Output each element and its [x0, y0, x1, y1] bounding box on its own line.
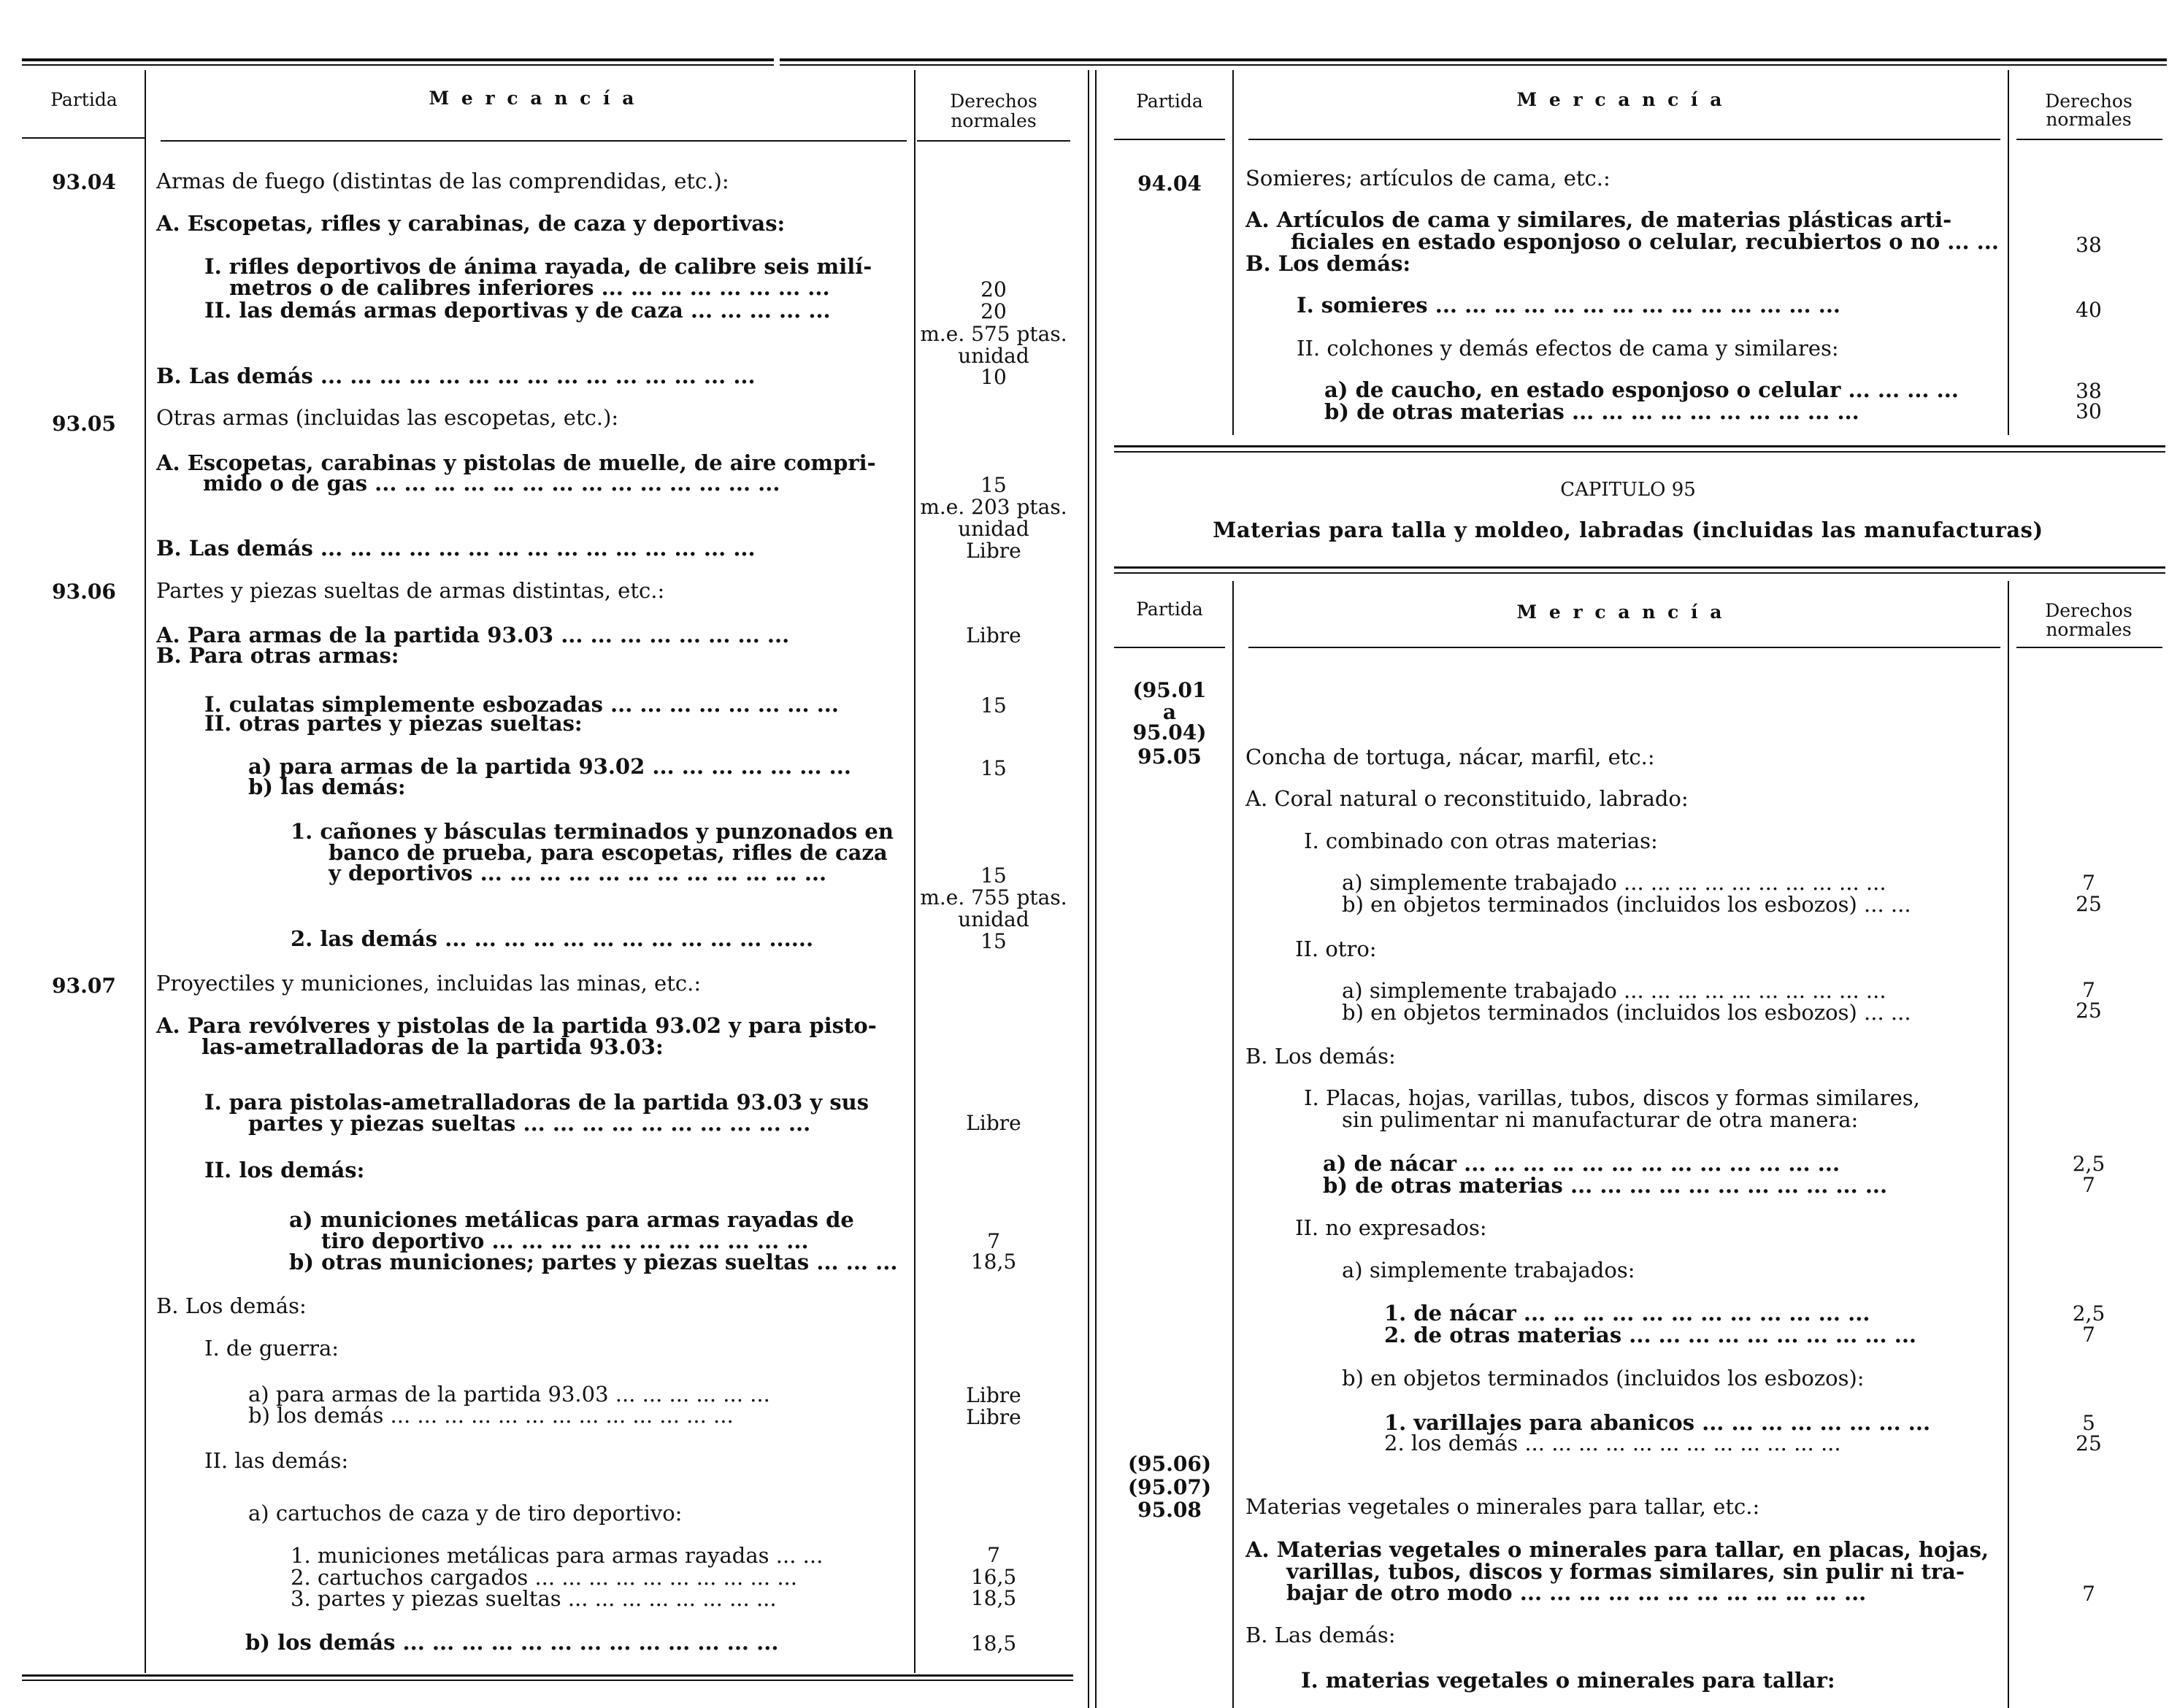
item-line: B. Las demás ... ... ... ... ... ... ... ... ... ... ... ... ... ... ...	[156, 363, 756, 388]
item-line: B. Los demás:	[1245, 1044, 1396, 1069]
item-line: I. combinado con otras materias:	[1304, 828, 1658, 853]
item-line: I. materias vegetales o minerales para tallar:	[1301, 1668, 1835, 1693]
item-line: b) los demás ... ... ... ... ... ... ... ... ... ... ... ... ...	[248, 1403, 734, 1428]
right-bottom-col-divider-1	[1232, 581, 1234, 1708]
duty-value: 15	[980, 929, 1007, 953]
item-line: a) simplemente trabajado ... ... ... ... ... ... ... ... ... ...	[1342, 978, 1886, 1003]
partida-code: 93.05	[52, 412, 116, 436]
item-line: II. las demás armas deportivas y de caza ... ... ... ... ...	[204, 298, 831, 323]
duty-value: 25	[2076, 892, 2102, 916]
duty-value: Libre	[966, 1383, 1021, 1407]
item-line: 2. las demás ... ... ... ... ... ... ... ... ... ... ... ......	[291, 926, 814, 951]
item-line: B. Las demás ... ... ... ... ... ... ... ... ... ... ... ... ... ... ...	[156, 536, 756, 561]
rule	[1248, 647, 2000, 648]
partida-code: 93.04	[52, 170, 116, 194]
partida-code: 93.07	[52, 974, 116, 998]
header-mercancia-left: M e r c a n c í a	[429, 88, 637, 109]
duty-value: 7	[2082, 1582, 2095, 1606]
right-top-col-divider-1	[1232, 70, 1234, 435]
header-derechos-right-top: Derechos	[2045, 91, 2132, 112]
item-line: b) de otras materias ... ... ... ... ... ... ... ... ... ...	[1324, 399, 1859, 424]
partida-code: 93.06	[52, 580, 116, 604]
item-line: banco de prueba, para escopetas, rifles de caza	[329, 840, 888, 865]
item-line: II. no expresados:	[1295, 1215, 1487, 1240]
duty-value: 15	[980, 756, 1007, 780]
item-line: A. Para revólveres y pistolas de la partida 93.02 y para pisto-	[156, 1013, 877, 1038]
item-line: metros o de calibres inferiores ... ... ... ... ... ... ... ...	[229, 275, 830, 300]
item-line: b) otras municiones; partes y piezas sueltas ... ... ...	[289, 1250, 898, 1274]
item-line: bajar de otro modo ... ... ... ... ... ... ... ... ... ... ... ...	[1286, 1580, 1867, 1605]
duty-value: 15	[980, 693, 1007, 718]
left-header-rule	[22, 137, 145, 139]
heading-line: Proyectiles y municiones, incluidas las minas, etc.:	[156, 971, 702, 996]
left-col-divider-1	[145, 70, 146, 1673]
header-partida-right-bottom: Partida	[1136, 599, 1203, 620]
partida-code: 95.04)	[1132, 720, 1207, 745]
header-derechos-right-bottom: Derechos	[2045, 600, 2132, 621]
rule	[1114, 572, 2165, 574]
item-line: mido o de gas ... ... ... ... ... ... ... ... ... ... ... ... ... ...	[203, 471, 780, 496]
rule	[2008, 70, 2009, 435]
duty-value: 7	[2082, 978, 2095, 1002]
item-line: 1. varillajes para abanicos ... ... ... ... ... ... ... ...	[1384, 1410, 1931, 1435]
item-line: 2. de otras materias ... ... ... ... ... ... ... ... ... ...	[1384, 1323, 1917, 1347]
heading-line: Concha de tortuga, nácar, marfil, etc.:	[1245, 745, 1655, 769]
duty-value: 7	[987, 1543, 1000, 1567]
item-line: a) de caucho, en estado esponjoso o celular ... ... ... ...	[1324, 377, 1959, 402]
item-line: varillas, tubos, discos y formas similares, sin pulir ni tra-	[1286, 1559, 1965, 1584]
partida-code: (95.01	[1132, 678, 1207, 702]
item-line: 1. cañones y básculas terminados y punzonados en	[291, 819, 894, 844]
rule	[1095, 70, 1097, 1708]
rule	[1248, 139, 2000, 140]
item-line: b) de otras materias ... ... ... ... ... ... ... ... ... ... ...	[1323, 1173, 1888, 1198]
duty-value: 5	[2082, 1411, 2095, 1435]
duty-value: 7	[2082, 871, 2095, 895]
item-line: 2. cartuchos cargados ... ... ... ... ... ... ... ... ... ...	[291, 1565, 797, 1590]
duty-value: Libre	[966, 623, 1021, 647]
item-line: II. las demás:	[204, 1448, 349, 1473]
item-line: I. para pistolas-ametralladoras de la partida 93.03 y sus	[204, 1090, 869, 1115]
chapter-title: Materias para talla y moldeo, labradas (incluidas las manufacturas)	[1213, 518, 2043, 542]
partida-code: a	[1162, 700, 1177, 724]
rule	[780, 64, 2167, 66]
header-normales-left: normales	[951, 110, 1037, 131]
heading-line: Somieres; artículos de cama, etc.:	[1245, 166, 1611, 191]
header-mercancia-right-top: M e r c a n c í a	[1516, 89, 1725, 110]
item-line: I. somieres ... ... ... ... ... ... ... ... ... ... ... ... ... ...	[1297, 293, 1841, 318]
item-line: b) los demás ... ... ... ... ... ... ... ... ... ... ... ... ...	[245, 1630, 779, 1655]
duty-value: 2,5	[2072, 1152, 2105, 1176]
item-line: a) simplemente trabajado ... ... ... ... ... ... ... ... ... ...	[1342, 870, 1886, 895]
item-line: I. rifles deportivos de ánima rayada, de calibre seis milí-	[204, 254, 872, 279]
item-line: b) en objetos terminados (incluidos los esbozos) ... ...	[1342, 1000, 1911, 1025]
duty-value: 18,5	[970, 1631, 1017, 1655]
item-line: a) de nácar ... ... ... ... ... ... ... ... ... ... ... ... ...	[1323, 1151, 1840, 1176]
duty-value: 20	[980, 277, 1007, 301]
right-bottom-top-rule	[1114, 566, 2165, 569]
rule	[1114, 451, 2165, 453]
item-line: A. Escopetas, carabinas y pistolas de muelle, de aire compri-	[156, 450, 876, 475]
duty-value: 7	[2082, 1323, 2095, 1347]
rule	[1114, 647, 1225, 648]
item-line: II. otro:	[1295, 936, 1377, 961]
item-line: b) en objetos terminados (incluidos los esbozos) ... ...	[1342, 892, 1911, 917]
duty-value: Libre	[966, 1111, 1021, 1135]
item-line: b) en objetos terminados (incluidos los esbozos):	[1342, 1366, 1865, 1390]
duty-value: m.e. 203 ptas.	[920, 495, 1067, 519]
duty-value: m.e. 575 ptas.	[920, 322, 1067, 346]
item-line: 2. los demás ... ... ... ... ... ... ... ... ... ... ... ...	[1384, 1431, 1841, 1455]
duty-value: 25	[2076, 999, 2102, 1023]
left-bottom-rule	[22, 1674, 1073, 1677]
duty-value: 25	[2076, 1431, 2102, 1455]
item-line: I. de guerra:	[204, 1336, 339, 1361]
duty-value: 10	[980, 365, 1007, 389]
header-derechos-left: Derechos	[950, 91, 1037, 112]
rule	[2016, 139, 2162, 140]
item-line: y deportivos ... ... ... ... ... ... ... ... ... ... ... ...	[329, 861, 827, 885]
heading-line: Otras armas (incluidas las escopetas, etc.):	[156, 405, 619, 430]
duty-value: 20	[980, 299, 1007, 323]
item-line: 3. partes y piezas sueltas ... ... ... ... ... ... ... ...	[291, 1586, 777, 1611]
item-line: 1. de nácar ... ... ... ... ... ... ... ... ... ... ... ...	[1384, 1301, 1870, 1326]
header-partida-right-top: Partida	[1136, 91, 1203, 112]
heading-line: Partes y piezas sueltas de armas distintas, etc.:	[156, 578, 665, 603]
partida-code: (95.06)	[1127, 1452, 1212, 1476]
item-line: B. Los demás:	[1245, 251, 1411, 276]
duty-value: unidad	[958, 517, 1029, 541]
rule	[161, 140, 907, 142]
duty-value: 40	[2076, 298, 2102, 322]
duty-value: 15	[980, 473, 1007, 497]
duty-value: unidad	[958, 907, 1029, 931]
duty-value: 15	[980, 863, 1007, 888]
rule	[22, 1680, 1073, 1681]
item-line: sin pulimentar ni manufacturar de otra manera:	[1342, 1107, 1859, 1132]
duty-value: 18,5	[970, 1250, 1017, 1274]
top-double-rule-left	[22, 58, 774, 61]
header-partida-left: Partida	[50, 89, 118, 110]
item-line: B. Para otras armas:	[156, 643, 399, 668]
partida-code: 95.05	[1137, 745, 1202, 769]
heading-line: Materias vegetales o minerales para tallar, etc.:	[1245, 1494, 1760, 1519]
item-line: las-ametralladoras de la partida 93.03:	[201, 1034, 664, 1059]
item-line: II. colchones y demás efectos de cama y similares:	[1297, 336, 1839, 361]
item-line: 1. municiones metálicas para armas rayadas ... ...	[291, 1543, 824, 1568]
heading-line: Armas de fuego (distintas de las comprendidas, etc.):	[156, 169, 729, 193]
item-line: b) las demás:	[248, 774, 406, 799]
item-line: partes y piezas sueltas ... ... ... ... ... ... ... ... ... ...	[248, 1111, 811, 1136]
item-line: B. Los demás:	[156, 1293, 307, 1318]
duty-value: Libre	[966, 1405, 1021, 1429]
item-line: I. Placas, hojas, varillas, tubos, discos y formas similares,	[1304, 1085, 1920, 1110]
duty-value: 2,5	[2072, 1301, 2105, 1326]
right-top-bottom-rule	[1114, 445, 2165, 447]
header-mercancia-right-bottom: M e r c a n c í a	[1516, 601, 1725, 623]
header-normales-right-bottom: normales	[2046, 619, 2132, 640]
item-line: ficiales en estado esponjoso o celular, recubiertos o no ... ...	[1291, 229, 1999, 254]
item-line: A. Escopetas, rifles y carabinas, de caza y deportivas:	[156, 211, 786, 236]
rule	[1114, 139, 1225, 140]
header-normales-right-top: normales	[2046, 109, 2132, 130]
item-line: I. culatas simplemente esbozadas ... ... ... ... ... ... ... ...	[204, 692, 839, 717]
partida-code: 95.08	[1137, 1498, 1202, 1522]
duty-value: unidad	[958, 344, 1029, 368]
item-line: a) municiones metálicas para armas rayadas de	[289, 1207, 854, 1232]
duty-value: 16,5	[970, 1565, 1017, 1589]
left-col-divider-2	[914, 70, 915, 1673]
duty-value: 30	[2076, 399, 2102, 423]
rule	[917, 140, 1070, 142]
item-line: a) para armas de la partida 93.02 ... ... ... ... ... ... ...	[248, 754, 851, 779]
duty-value: Libre	[966, 539, 1021, 563]
top-double-rule-right	[780, 58, 2167, 61]
item-line: a) simplemente trabajados:	[1342, 1258, 1635, 1282]
rule	[2008, 581, 2009, 1708]
item-line: a) cartuchos de caza y de tiro deportivo:	[248, 1501, 683, 1526]
duty-value: 18,5	[970, 1586, 1017, 1610]
duty-value: 38	[2076, 233, 2102, 257]
duty-value: 38	[2076, 379, 2102, 403]
item-line: II. los demás:	[204, 1158, 365, 1182]
center-double-divider	[1088, 70, 1089, 1708]
chapter-label: CAPITULO 95	[1560, 479, 1696, 501]
partida-code: (95.07)	[1127, 1475, 1212, 1499]
item-line: A. Materias vegetales o minerales para tallar, en placas, hojas,	[1245, 1537, 1989, 1562]
item-line: A. Para armas de la partida 93.03 ... ... ... ... ... ... ... ...	[156, 623, 790, 647]
duty-value: m.e. 755 ptas.	[920, 885, 1067, 909]
item-line: a) para armas de la partida 93.03 ... ... ... ... ... ...	[248, 1382, 770, 1407]
partida-code: 94.04	[1137, 172, 1202, 196]
item-line: B. Las demás:	[1245, 1623, 1396, 1647]
item-line: tiro deportivo ... ... ... ... ... ... ... ... ... ... ...	[321, 1228, 809, 1253]
item-line: A. Coral natural o reconstituido, labrado:	[1245, 786, 1689, 811]
rule	[22, 64, 774, 66]
duty-value: 7	[2082, 1173, 2095, 1197]
duty-value: 7	[987, 1229, 1000, 1253]
item-line: II. otras partes y piezas sueltas:	[204, 711, 583, 736]
item-line: A. Artículos de cama y similares, de materias plásticas arti-	[1245, 207, 1952, 232]
rule	[2016, 647, 2162, 648]
